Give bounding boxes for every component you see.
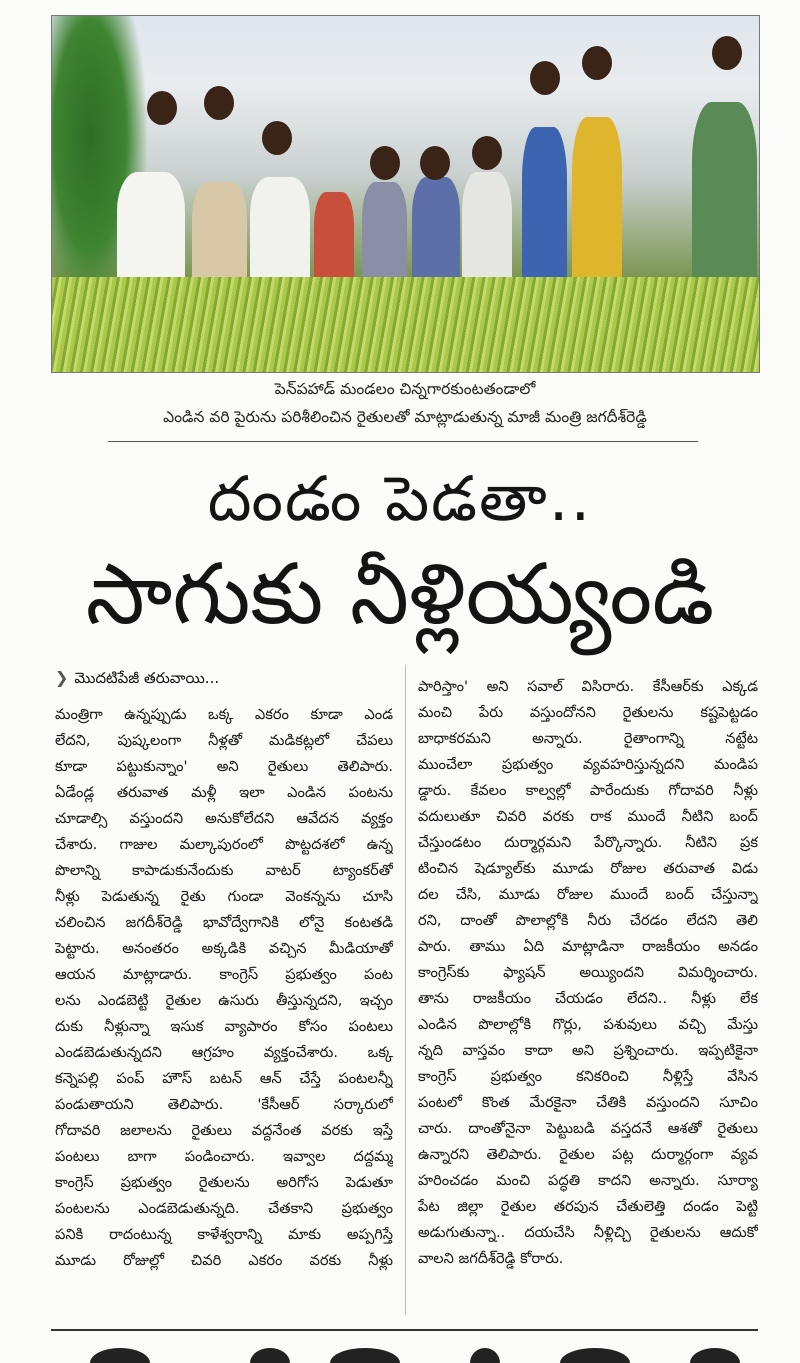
headline-line2: సాగుకు నీళ్లియ్యండి [85,545,715,643]
text-line: టించిన షెడ్యూల్‌కు మూడు రోజుల తరువాత విడు [418,860,758,877]
text-line: ముంచేలా ప్రభుత్వం వ్యవహరిస్తున్నదని మండిప [418,756,758,773]
text-line: పెట్టారు. అనంతరం అక్కడికి వచ్చిన మీడియాతో [55,940,393,957]
person-head [204,86,234,120]
text-line: కన్నెపల్లి పంప్ హౌస్ బటన్ ఆన్ చేస్తే పంటలన్నీ [55,1070,393,1087]
text-line: కాంగ్రెస్‌కు ఫ్యాషన్ అయ్యిందని విమర్శించారు. [418,964,758,981]
text-line: పేట జిల్లా రైతుల తరపున చేతులెత్తి దండం పెట్టి [418,1198,758,1215]
news-photo [51,15,760,373]
person-head [370,146,400,180]
glyph-fragment [560,1348,630,1363]
article-column-2 [418,674,758,1272]
person-figure [572,117,622,302]
text-line: పనికి రాదంటున్న కాళేశ్వరాన్ని మాకు అప్పగిస్తే [55,1226,393,1243]
person-head [530,61,560,95]
continued-text: మొదటిపేజీ తరువాయి... [74,669,220,687]
text-line: చేశారు. గాజుల మల్కాపురంలో పొట్టదశలో ఉన్న [55,836,393,853]
text-line: డ్డారు. కేవలం కాల్వల్లో పారేందుకు గోదావరి నీళ్లు [418,782,758,799]
text-line: రని, దాంతో పొలాల్లోకి నీరు చేరడం లేదని తెలి [418,912,758,929]
photo-caption-line1: పెన్‌పహాడ్ మండలం చిన్నగారకుంటతండాలో [274,380,536,398]
text-line: ఎండిన పొలాల్లోకి గొర్లు, పశువులు వచ్చి మేస్తు [418,1016,758,1033]
text-line: ఉన్నారని తెలిపారు. రైతుల పట్ల దుర్మార్గంగా వ్యవ [418,1146,758,1163]
text-line: తాను రాజకీయం చేయడం లేదని.. నీళ్లు లేక [418,990,758,1007]
person-head [582,46,612,80]
person-figure [522,127,567,302]
chevron-right-icon: ❯ [55,668,69,687]
text-line: దల చేసి, మూడు రోజుల ముందే బంద్ చేస్తున్నా [418,886,758,903]
text-line: అడుగుతున్నా.. దయచేసి నీళ్లిచ్చి రైతులను ఆదుకో [418,1224,758,1241]
text-line: పారు. తాము ఏది మాట్లాడినా రాజకీయం అనడం [418,938,758,955]
text-line: చలించిన జగదీశ్‌రెడ్డి భావోద్వేగానికి లోనై కంటతడి [55,914,393,931]
text-line: గోదావరి జలాలను రైతులు వద్దనేంత వరకు ఇస్తే [55,1122,393,1139]
text-line: కూడా పట్టుకున్నాం' అని రైతులు తెలిపారు. [55,758,393,775]
glyph-fragment [470,1348,500,1363]
text-line: వాలని జగదీశ్‌రెడ్డి కోరారు. [418,1250,564,1267]
person-figure [692,102,757,302]
text-line: న్నది వాస్తవం కాదా అని ప్రశ్నించారు. ఇప్పటికైనా [418,1042,758,1059]
text-line: చేస్తుండటం దుర్మార్గమని పేర్కొన్నారు. నీటిని ప్రక [418,834,758,851]
text-line: పొలాన్ని కాపాడుకునేందుకు వాటర్ ట్యాంకర్‌తో [55,862,393,879]
paddy-field [52,277,759,372]
continued-label [55,668,219,691]
text-line: చూడాల్సి వస్తుందని అనుకోలేదని ఆవేదన వ్యక్తం [55,810,393,827]
photo-caption-line2: ఎండిన వరి పైరును పరిశీలించిన రైతులతో మాట్లాడుతున్న మాజీ మంత్రి జగదీశ్‌రెడ్డి [163,408,647,426]
text-line: పండుతాయని తెలిపారు. 'కేసీఆర్ సర్కారులో [55,1096,393,1113]
person-head [147,91,177,125]
text-line: కాంగ్రెస్ ప్రభుత్వం రైతులను అరిగోస పెడుతూ [55,1174,393,1191]
person-head [472,136,502,170]
text-line: లేదని, పుష్కలంగా నీళ్లతో మడికట్లలో చేపలు [55,732,393,749]
text-line: చారు. దాంతోనైనా పెట్టుబడి వస్తదనే ఆశతో రైతులు [418,1120,758,1137]
text-line: ఆయన మాట్లాడారు. కాంగ్రెస్ ప్రభుత్వం పంట [55,966,393,983]
text-line: పంటలో కొంత మేరకైనా చేతికి వస్తుందని సూచిం [418,1094,758,1111]
text-line: పారిస్తాం' అని సవాల్ విసిరారు. కేసీఆర్‌కు ఎక్కడ [418,678,758,695]
person-head [420,146,450,180]
text-line: దుకు నీళ్లున్నా ఇసుక వ్యాపారం కోసం పంటలు [55,1018,393,1035]
text-line: మూడు రోజుల్లో చివరి ఎకరం వరకు నీళ్లు [55,1252,393,1269]
text-line: మంచి పేరు వస్తుందోనని రైతులను కష్టపెట్టడం [418,704,758,721]
text-line: పంటలు బాగా పండించారు. ఇవ్వాల దద్దమ్మ [55,1148,393,1165]
person-head [262,121,292,155]
text-line: హరించడం మంచి పద్ధతి కాదని అన్నారు. సూర్యా [418,1172,758,1189]
next-headline-fragment [0,1342,800,1363]
caption-rule [108,441,698,442]
glyph-fragment [250,1348,290,1363]
person-head [712,36,742,70]
text-line: మంత్రిగా ఉన్నప్పుడు ఒక్క ఎకరం కూడా ఎండ [55,706,393,723]
column-divider [405,665,406,1315]
headline-line1: దండం పెడతా.. [207,462,593,535]
page-divider [51,1329,758,1331]
text-line: ఎండబెడుతున్నదని ఆగ్రహం వ్యక్తంచేశారు. ఒక్క [55,1044,393,1061]
glyph-fragment [90,1348,150,1363]
text-line: పంటలను ఎండబెడుతున్నది. చేతకాని ప్రభుత్వం [55,1200,393,1217]
text-line: బాధాకరమని అన్నారు. రైతాంగాన్ని నట్టేట [418,730,758,747]
article-column-1 [55,702,393,1274]
text-line: నీళ్లు పెడుతున్న రైతు గుండా వెంకన్నను చూసి [55,888,393,905]
glyph-fragment [330,1348,400,1363]
text-line: కాంగ్రెస్ ప్రభుత్వం కనికరించి నీళ్లిస్తే వేసిన [418,1068,758,1085]
text-line: ఏడేండ్ల తరువాత మళ్లీ ఇలా ఎండిన పంటను [55,784,393,801]
text-line: లను ఎండబెట్టి రైతుల ఉసురు తీస్తున్నదని, ఇచ్చం [55,992,393,1009]
glyph-fragment [690,1348,740,1363]
text-line: వదులుతూ చివరి వరకు రాక ముందే నీటిని బంద్ [418,808,758,825]
